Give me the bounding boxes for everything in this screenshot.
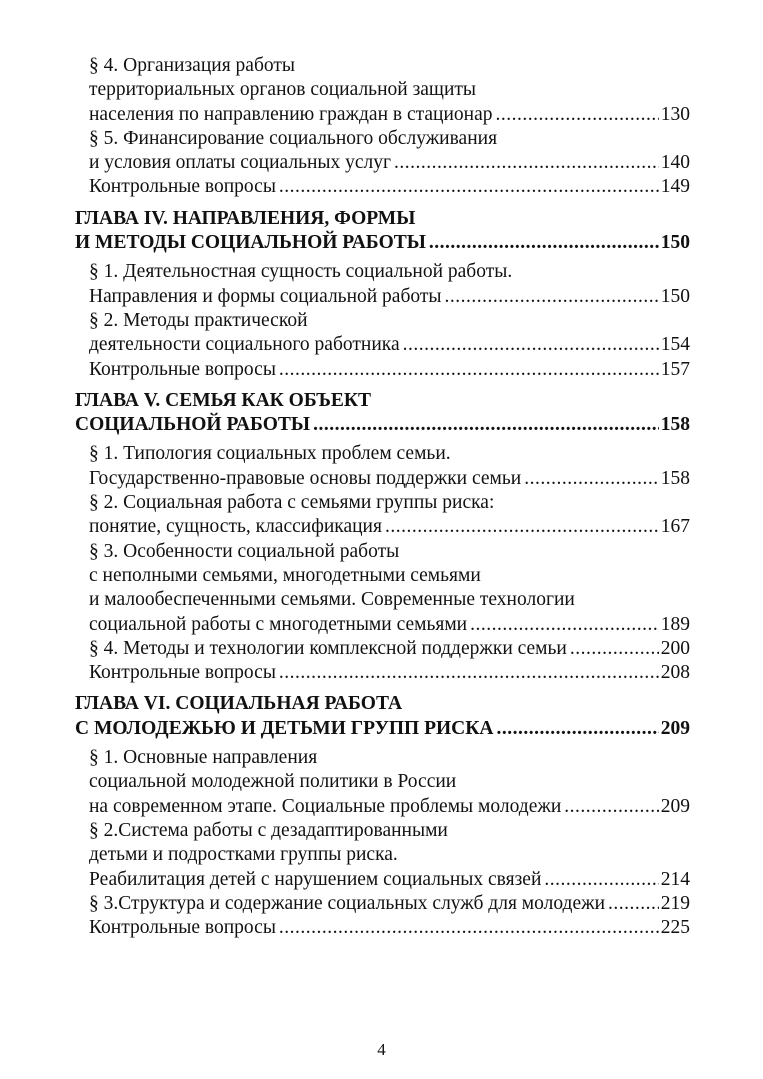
toc-line: [75, 103, 690, 127]
toc-line-text: ГЛАВА V. СЕМЬЯ КАК ОБЪЕКТ: [75, 389, 372, 411]
toc-line-text: § 1. Деятельностная сущность социальной работы.: [89, 261, 513, 283]
dot-leader: [496, 717, 658, 741]
toc-line: [75, 54, 690, 78]
toc-line-text: детьми и подростками группы риска.: [89, 844, 398, 866]
dot-leader: [564, 795, 658, 819]
toc-line-text: ГЛАВА VI. СОЦИАЛЬНАЯ РАБОТА: [75, 693, 403, 715]
toc-line-text: на современном этапе. Социальные проблемы молодежи: [89, 795, 562, 817]
toc-line: [75, 207, 690, 231]
toc-line-text: § 2. Социальная работа с семьями группы риска:: [89, 492, 495, 514]
toc-line: [75, 285, 690, 309]
toc-line-text: Контрольные вопросы: [89, 176, 276, 198]
toc-line: [75, 795, 690, 819]
toc-line-text: Направления и формы социальной работы: [89, 285, 442, 307]
toc-line: [75, 78, 690, 102]
toc-line-text: социальной молодежной политики в России: [89, 771, 457, 793]
toc-section-list: [75, 54, 690, 200]
dot-leader: [394, 151, 659, 175]
toc-line: [75, 717, 690, 741]
toc-line-text: ГЛАВА IV. НАПРАВЛЕНИЯ, ФОРМЫ: [75, 207, 416, 229]
toc-line: [75, 540, 690, 564]
toc-section-list: [75, 442, 690, 685]
table-of-contents: [75, 54, 690, 940]
toc-page-number: 209: [660, 717, 690, 739]
toc-page-number: 150: [660, 232, 690, 254]
toc-section-entry[interactable]: [75, 491, 690, 540]
toc-section-entry[interactable]: [75, 819, 690, 892]
toc-chapter-entry[interactable]: [75, 207, 690, 256]
toc-line: [75, 175, 690, 199]
toc-page-number: 208: [660, 662, 690, 684]
toc-section-entry[interactable]: [75, 175, 690, 199]
toc-page-number: 167: [660, 516, 690, 538]
toc-section-entry[interactable]: [75, 916, 690, 940]
toc-section-list: [75, 746, 690, 940]
toc-page-number: 158: [660, 467, 690, 489]
toc-line-text: § 1. Типология социальных проблем семьи.: [89, 443, 451, 465]
toc-section-entry[interactable]: [75, 746, 690, 819]
dot-leader: [279, 175, 659, 199]
toc-line: [75, 692, 690, 716]
toc-line-text: § 4. Методы и технологии комплексной поддержки семьи: [89, 637, 567, 659]
toc-section-list: [75, 260, 690, 381]
toc-page-number: 140: [660, 152, 690, 174]
toc-section-entry[interactable]: [75, 540, 690, 637]
toc-line: [75, 333, 690, 357]
toc-line-text: деятельности социального работника: [89, 334, 400, 356]
toc-line: [75, 868, 690, 892]
toc-line-text: § 3. Особенности социальной работы: [89, 540, 400, 562]
toc-line-text: § 2.Система работы с дезадаптированными: [89, 819, 448, 841]
toc-chapter-heading: [75, 692, 690, 741]
toc-line-text: Контрольные вопросы: [89, 358, 276, 380]
toc-line-text: И МЕТОДЫ СОЦИАЛЬНОЙ РАБОТЫ: [75, 232, 426, 254]
toc-line: [75, 260, 690, 284]
toc-line: [75, 819, 690, 843]
toc-page-number: 200: [660, 637, 690, 659]
toc-line: [75, 746, 690, 770]
toc-line: [75, 515, 690, 539]
dot-leader: [496, 103, 659, 127]
toc-section-entry[interactable]: [75, 260, 690, 309]
toc-line-text: и условия оплаты социальных услуг: [89, 152, 392, 174]
toc-chapter-heading: [75, 389, 690, 438]
toc-line: [75, 413, 690, 437]
dot-leader: [470, 613, 659, 637]
toc-line: [75, 442, 690, 466]
toc-line: [75, 389, 690, 413]
toc-line: [75, 916, 690, 940]
toc-page-number: 225: [660, 917, 690, 939]
dot-leader: [544, 868, 658, 892]
toc-line-text: территориальных органов социальной защиты: [89, 79, 477, 101]
dot-leader: [313, 413, 659, 437]
toc-line: [75, 588, 690, 612]
toc-line-text: населения по направлению граждан в стационар: [89, 103, 493, 125]
toc-line: [75, 358, 690, 382]
toc-line-text: § 4. Организация работы: [89, 55, 295, 76]
dot-leader: [279, 661, 659, 685]
toc-line-text: § 2. Методы практической: [89, 309, 308, 331]
toc-chapter-entry[interactable]: [75, 692, 690, 741]
toc-page-number: 130: [660, 103, 690, 125]
dot-leader: [524, 467, 659, 491]
toc-line: [75, 892, 690, 916]
toc-section-entry[interactable]: [75, 309, 690, 358]
toc-line-text: СОЦИАЛЬНОЙ РАБОТЫ: [75, 414, 311, 436]
toc-line-text: с неполными семьями, многодетными семьями: [89, 564, 481, 586]
toc-page-number: 158: [660, 414, 690, 436]
toc-line-text: и малообеспеченными семьями. Современные технологии: [89, 589, 575, 611]
toc-line-text: Контрольные вопросы: [89, 917, 276, 939]
toc-section-entry[interactable]: [75, 637, 690, 661]
toc-line-text: понятие, сущность, классификация: [89, 516, 382, 538]
dot-leader: [570, 637, 659, 661]
toc-section-entry[interactable]: [75, 442, 690, 491]
toc-page-number: 157: [660, 358, 690, 380]
toc-page-number: 219: [660, 892, 690, 914]
toc-line: [75, 491, 690, 515]
dot-leader: [403, 333, 659, 357]
toc-line-text: § 1. Основные направления: [89, 747, 318, 769]
toc-page-number: 150: [660, 285, 690, 307]
dot-leader: [445, 285, 659, 309]
toc-page-number: 154: [660, 334, 690, 356]
toc-section-entry[interactable]: [75, 54, 690, 127]
toc-page-number: 214: [660, 868, 690, 890]
toc-line-text: Государственно-правовые основы поддержки семьи: [89, 467, 522, 489]
toc-line: [75, 613, 690, 637]
dot-leader: [429, 231, 659, 255]
toc-section-entry[interactable]: [75, 127, 690, 176]
toc-line: [75, 467, 690, 491]
toc-section-entry[interactable]: [75, 892, 690, 916]
dot-leader: [608, 892, 659, 916]
toc-line-text: § 5. Финансирование социального обслуживания: [89, 127, 498, 149]
toc-line: [75, 231, 690, 255]
toc-section-entry[interactable]: [75, 661, 690, 685]
toc-line: [75, 770, 690, 794]
toc-line: [75, 127, 690, 151]
toc-page-number: 149: [660, 176, 690, 198]
toc-line-text: С МОЛОДЕЖЬЮ И ДЕТЬМИ ГРУПП РИСКА: [75, 717, 494, 739]
toc-chapter-heading: [75, 207, 690, 256]
toc-line: [75, 637, 690, 661]
toc-line: [75, 309, 690, 333]
toc-line-text: Реабилитация детей с нарушением социальных связей: [89, 868, 542, 890]
toc-line: [75, 661, 690, 685]
toc-line: [75, 843, 690, 867]
page-number: 4: [377, 1040, 386, 1059]
toc-line-text: § 3.Структура и содержание социальных служб для молодежи: [89, 892, 606, 914]
toc-line-text: Контрольные вопросы: [89, 662, 276, 684]
toc-line: [75, 564, 690, 588]
toc-chapter-entry[interactable]: [75, 389, 690, 438]
dot-leader: [385, 515, 659, 539]
dot-leader: [279, 916, 659, 940]
toc-line-text: социальной работы с многодетными семьями: [89, 613, 468, 635]
toc-section-entry[interactable]: [75, 358, 690, 382]
dot-leader: [279, 358, 659, 382]
toc-line: [75, 151, 690, 175]
toc-page-number: 209: [660, 795, 690, 817]
toc-page-number: 189: [660, 613, 690, 635]
